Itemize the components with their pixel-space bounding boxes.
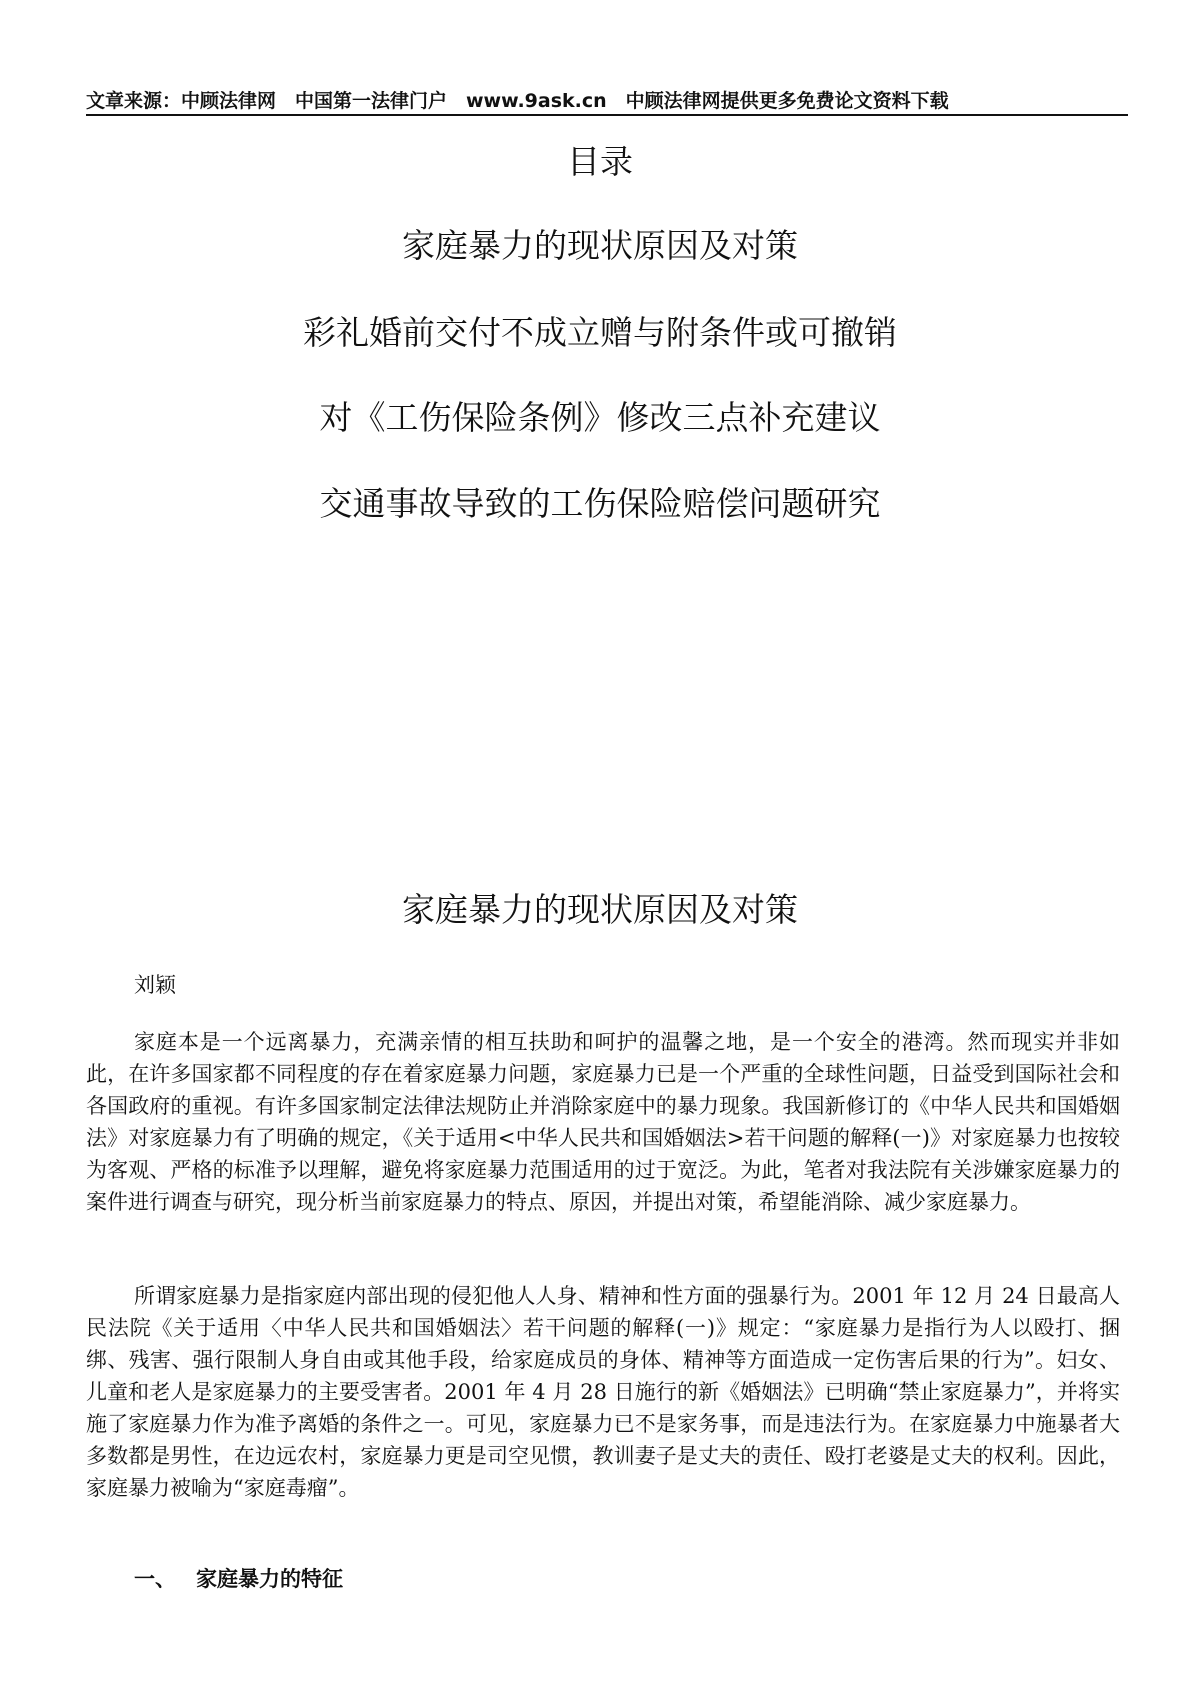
toc-item[interactable]: 交通事故导致的工伤保险赔偿问题研究 [319,484,881,523]
toc-item[interactable]: 对《工伤保险条例》修改三点补充建议 [319,398,881,437]
body-paragraph: 家庭本是一个远离暴力，充满亲情的相互扶助和呵护的温馨之地，是一个安全的港湾。然而现实并非如此，在许多国家都不同程度的存在着家庭暴力问题，家庭暴力已是一个严重的全球性问题，日益受到国际社会和各国政府的重视。有许多国家制定法律法规防止并消除家庭中的暴力现象。我国新修订的《中华人民共和国婚姻法》对家庭暴力有了明确的规定，《关于适用<中华人民共和国婚姻法>若干问题的解释(一)》对家庭暴力也按较为客观、严格的标准予以理解，避免将家庭暴力范围适用的过于宽泛。为此，笔者对我法院有关涉嫌家庭暴力的案件进行调查与研究，现分析当前家庭暴力的特点、原因，并提出对策，希望能消除、减少家庭暴力。 [86,1030,1120,1214]
header-source-text: 文章来源：中顾法律网 中国第一法律门户 www.9ask.cn 中顾法律网提供更多免费论文资料下载 [86,90,949,112]
toc-item[interactable]: 家庭暴力的现状原因及对策 [402,226,798,265]
toc-title: 目录 [567,142,633,181]
toc-item[interactable]: 彩礼婚前交付不成立赠与附条件或可撤销 [303,313,897,352]
section-heading [134,1564,343,1594]
article-author: 刘颖 [134,973,176,997]
body-paragraph: 所谓家庭暴力是指家庭内部出现的侵犯他人人身、精神和性方面的强暴行为。2001 年 12 月 24 日最高人民法院《关于适用〈中华人民共和国婚姻法〉若干问题的解释(一)》规定：“家庭暴力是指行为人以殴打、捆绑、残害、强行限制人身自由或其他手段，给家庭成员的身体、精神等方面造成一定伤害后果的行为”。妇女、儿童和老人是家庭暴力的主要受害者。2001 年 4 月 28 日施行的新《婚姻法》已明确“禁止家庭暴力”，并将实施了家庭暴力作为准予离婚的条件之一。可见，家庭暴力已不是家务事，而是违法行为。在家庭暴力中施暴者大多数都是男性，在边远农村，家庭暴力更是司空见惯，教训妻子是丈夫的责任、殴打老婆是丈夫的权利。因此，家庭暴力被喻为“家庭毒瘤”。 [86,1284,1120,1500]
section-title: 家庭暴力的特征 [196,1567,343,1591]
section-number: 一、 [134,1567,176,1591]
article-title: 家庭暴力的现状原因及对策 [402,890,798,929]
page-header [86,84,1128,116]
